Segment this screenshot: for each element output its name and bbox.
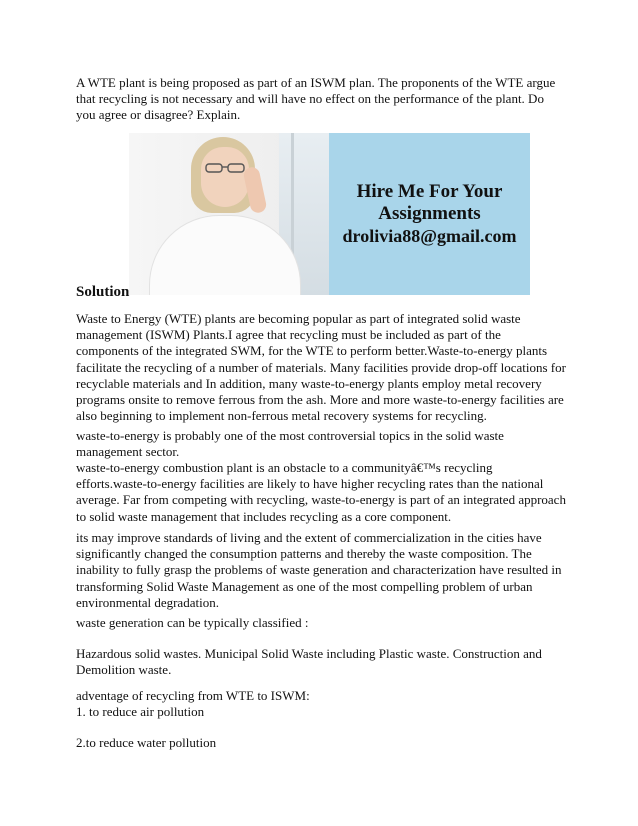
paragraph-7: 2.to reduce water pollution	[76, 735, 217, 750]
paragraph-2a: waste-to-energy is probably one of the most controversial topics in the solid waste management sector.	[76, 428, 504, 460]
woman-photo	[129, 133, 329, 295]
ad-text-panel	[329, 133, 530, 295]
ad-email: drolivia88@gmail.com	[342, 226, 517, 246]
paragraph-1: Waste to Energy (WTE) plants are becoming popular as part of integrated solid waste management (ISWM) Plants.I agree that recycling must be included as part of the components of the integrated SWM, for the WTE to perform better.Waste-to-energy plants facilitate the recycling of a number of materials. Many facilities provide drop-off locations for recyclable materials and In addition, many waste-to-energy plants employ metal recovery programs onsite to remove ferrous from the ash. More and more waste-to-energy facilities are also beginning to implement non-ferrous metal recovery systems for recycling.	[76, 311, 566, 424]
paragraph-2b: waste-to-energy combustion plant is an obstacle to a communityâ€™s recycling efforts.waste-to-energy facilities are likely to have higher recycling rates than the national average. Far from competing with recycling, waste-to-energy is part of an integrated approach to solid waste management that includes recycling as a core component.	[76, 460, 566, 524]
advertisement-banner	[129, 133, 530, 295]
paragraph-3: its may improve standards of living and the extent of commercialization in the cities have significantly changed the consumption patterns and thereby the waste composition. The inability to fully grasp the problems of waste generation and characterization have resulted in transforming Solid Waste Management as one of the most compelling problem of urban environmental degradation.	[76, 530, 562, 610]
person-face	[201, 147, 249, 207]
paragraph-5: Hazardous solid wastes. Municipal Solid Waste including Plastic waste. Construction and Demolition waste.	[76, 646, 542, 678]
paragraph-4: waste generation can be typically classified :	[76, 615, 309, 630]
ad-line-1: Hire Me For Your	[356, 181, 503, 202]
paragraph-6b: 1. to reduce air pollution	[76, 704, 205, 719]
solution-heading: Solution	[76, 284, 130, 300]
ad-line-2: Assignments	[378, 203, 481, 224]
paragraph-6a: adventage of recycling from WTE to ISWM:	[76, 688, 310, 703]
glasses-icon	[205, 163, 245, 173]
question-text: A WTE plant is being proposed as part of an ISWM plan. The proponents of the WTE argue that recycling is not necessary and will have no effect on the performance of the plant. Do you agree or disagree? Explain.	[76, 75, 556, 123]
